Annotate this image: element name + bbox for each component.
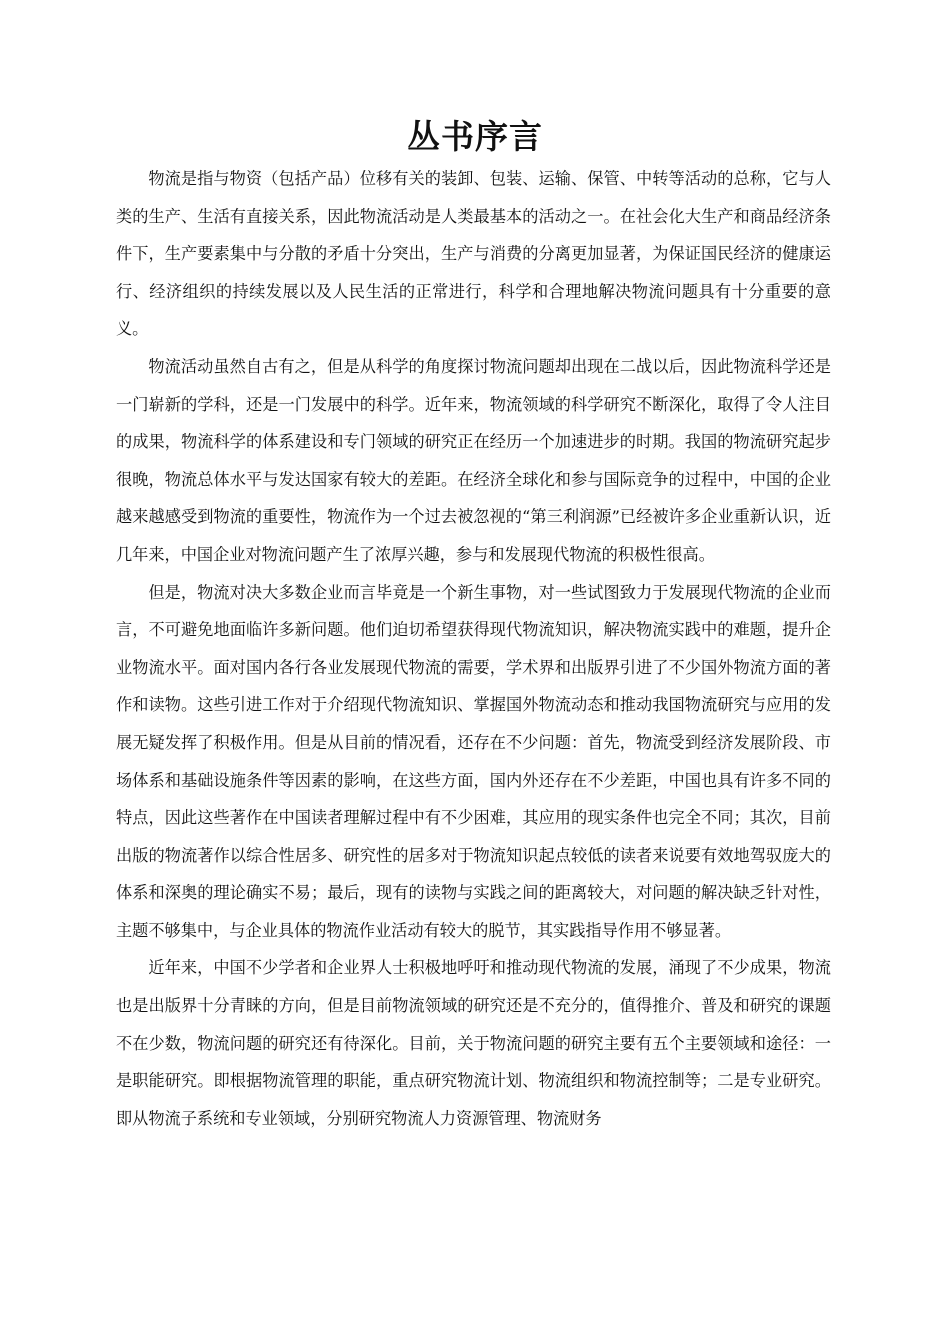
paragraph-1: 物流是指与物资（包括产品）位移有关的装卸、包装、运输、保管、中转等活动的总称，它与人类的生产、生活有直接关系，因此物流活动是人类最基本的活动之一。在社会化大生产和商品经济条件下，生产要素集中与分散的矛盾十分突出，生产与消费的分离更加显著，为保证国民经济的健康运行、经济组织的持续发展以及人民生活的正常进行，科学和合理地解决物流问题具有十分重要的意义。 <box>116 169 831 339</box>
page-title: 丛书序言 <box>407 117 543 156</box>
paragraph-3: 但是，物流对决大多数企业而言毕竟是一个新生事物，对一些试图致力于发展现代物流的企业而言，不可避免地面临许多新问题。他们迫切希望获得现代物流知识，解决物流实践中的难题，提升企业物流水平。面对国内各行各业发展现代物流的需要，学术界和出版界引进了不少国外物流方面的著作和读物。这些引进工作对于介绍现代物流知识、掌握国外物流动态和推动我国物流研究与应用的发展无疑发挥了积极作用。但是从目前的情况看，还存在不少问题：首先，物流受到经济发展阶段、市场体系和基础设施条件等因素的影响，在这些方面，国内外还存在不少差距，中国也具有许多不同的特点，因此这些著作在中国读者理解过程中有不少困难，其应用的现实条件也完全不同；其次，目前出版的物流著作以综合性居多、研究性的居多对于物流知识起点较低的读者来说要有效地驾驭庞大的体系和深奥的理论确实不易；最后，现有的读物与实践之间的距离较大，对问题的解决缺乏针对性，主题不够集中，与企业具体的物流作业活动有较大的脱节，其实践指导作用不够显著。 <box>116 582 831 940</box>
paragraph-2: 物流活动虽然自古有之，但是从科学的角度探讨物流问题却出现在二战以后，因此物流科学还是一门崭新的学科，还是一门发展中的科学。近年来，物流领域的科学研究不断深化，取得了令人注目的成果，物流科学的体系建设和专门领域的研究正在经历一个加速进步的时期。我国的物流研究起步很晚，物流总体水平与发达国家有较大的差距。在经济全球化和参与国际竞争的过程中，中国的企业越来越感受到物流的重要性，物流作为一个过去被忽视的“第三利润源”已经被许多企业重新认识，近几年来，中国企业对物流问题产生了浓厚兴趣，参与和发展现代物流的积极性很高。 <box>116 356 831 564</box>
body-text <box>116 160 831 1137</box>
paragraph-4: 近年来，中国不少学者和企业界人士积极地呼吁和推动现代物流的发展，涌现了不少成果，物流也是出版界十分青睐的方向，但是目前物流领域的研究还是不充分的，值得推介、普及和研究的课题不在少数，物流问题的研究还有待深化。目前，关于物流问题的研究主要有五个主要领域和途径：一是职能研究。即根据物流管理的职能，重点研究物流计划、物流组织和物流控制等；二是专业研究。即从物流子系统和专业领域，分别研究物流人力资源管理、物流财务 <box>116 958 831 1128</box>
